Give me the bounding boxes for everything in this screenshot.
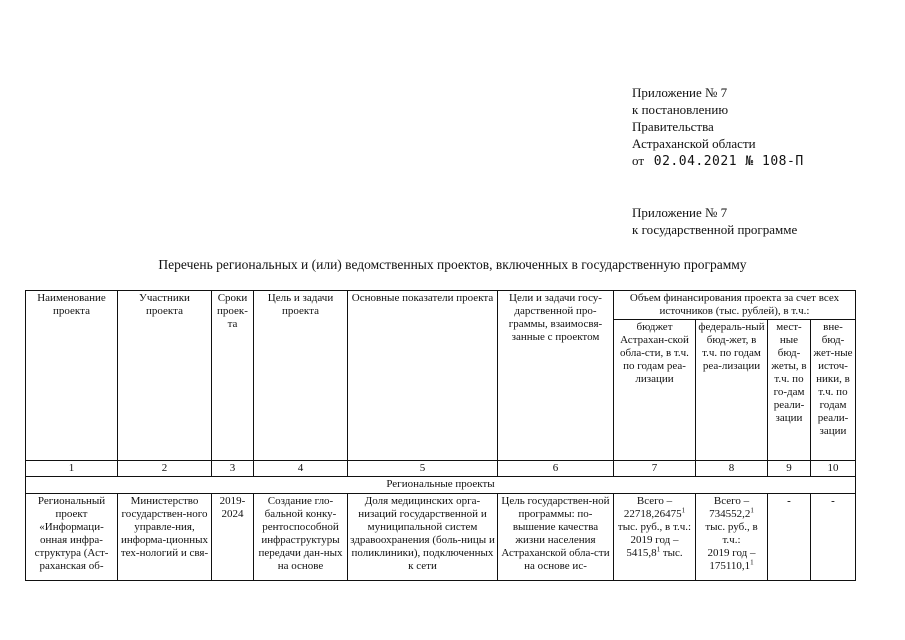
column-number: 5 xyxy=(348,461,498,477)
program-appendix-block xyxy=(632,204,797,238)
cell-budget-extra: - xyxy=(811,494,856,581)
regional-year-unit: тыс. xyxy=(662,547,683,559)
cell-budget-regional xyxy=(614,494,696,581)
header-program-goals: Цели и задачи госу-дарственной про-граммы, взаимосвя-занные с проектом xyxy=(498,291,614,461)
column-number: 10 xyxy=(811,461,856,477)
program-appendix-line2: к государственной программе xyxy=(632,222,798,237)
federal-year-label: 2019 год – xyxy=(707,547,756,559)
decree-appendix-line2: к постановлению xyxy=(632,102,729,117)
column-number: 4 xyxy=(254,461,348,477)
cell-program-goals: Цель государствен-ной программы: по-вышение качества жизни населения Астраханской обла-сти на основе ис- xyxy=(498,494,614,581)
regional-total-value: 22718,26475 xyxy=(623,508,682,520)
regional-total-label: Всего – xyxy=(636,495,673,507)
header-budget-regional: бюджет Астрахан-ской обла-сти, в т.ч. по годам реа-лизации xyxy=(614,320,696,461)
header-budget-local: мест-ные бюд-жеты, в т.ч. по го-дам реали-зации xyxy=(768,320,811,461)
table-row xyxy=(26,494,856,581)
cell-budget-federal xyxy=(696,494,768,581)
decree-date-number: 02.04.2021 № 108-П xyxy=(653,154,804,169)
header-participants: Участники проекта xyxy=(118,291,212,461)
cell-goal: Создание гло-бальной конку-рентоспособной инфраструктуры передачи дан-ных на основе xyxy=(254,494,348,581)
decree-appendix-line1: Приложение № 7 xyxy=(632,85,728,100)
decree-date-row xyxy=(632,152,804,170)
cell-indicators: Доля медицинских орга-низаций государственной и муниципальной систем здравоохранения (боль-ницы и поликлиники), подключенных к сети xyxy=(348,494,498,581)
cell-project-name: Региональный проект «Информаци-онная инфра-структура (Аст-раханская об- xyxy=(26,494,118,581)
cell-participants: Министерство государствен-ного управле-ния, информа-ционных тех-нологий и свя- xyxy=(118,494,212,581)
decree-appendix-line3: Правительства xyxy=(632,119,714,134)
decree-date-prefix: от xyxy=(632,153,645,168)
section-title: Региональные проекты xyxy=(26,477,856,494)
column-number-row xyxy=(26,461,856,477)
document-title: Перечень региональных и (или) ведомственных проектов, включенных в государственную программу xyxy=(158,257,747,272)
header-indicators: Основные показатели проекта xyxy=(348,291,498,461)
column-number: 7 xyxy=(614,461,696,477)
federal-total-label: Всего – xyxy=(713,495,750,507)
federal-year-value: 175110,1 xyxy=(709,560,751,572)
header-goal: Цель и задачи проекта xyxy=(254,291,348,461)
column-number: 9 xyxy=(768,461,811,477)
footnote-mark: 1 xyxy=(750,558,754,567)
cell-budget-local: - xyxy=(768,494,811,581)
footnote-mark: 1 xyxy=(750,506,754,515)
header-budget-federal: федераль-ный бюд-жет, в т.ч. по годам реа-лизации xyxy=(696,320,768,461)
header-funding: Объем финансирования проекта за счет всех источников (тыс. рублей), в т.ч.: xyxy=(614,291,856,320)
decree-appendix-block xyxy=(632,84,804,170)
column-number: 3 xyxy=(212,461,254,477)
column-number: 8 xyxy=(696,461,768,477)
federal-total xyxy=(698,508,765,521)
regional-unit: тыс. руб., в т.ч.: xyxy=(617,521,692,533)
federal-unit: тыс. руб., в т.ч.: xyxy=(705,521,758,546)
header-name: Наименование проекта xyxy=(26,291,118,461)
regional-year-label: 2019 год – xyxy=(630,534,679,546)
footnote-mark: 1 xyxy=(681,506,686,515)
projects-table xyxy=(25,290,856,581)
column-number: 1 xyxy=(26,461,118,477)
header-budget-extra: вне-бюд-жет-ные источ-ники, в т.ч. по годам реали-зации xyxy=(811,320,856,461)
header-terms: Сроки проек-та xyxy=(212,291,254,461)
column-number: 6 xyxy=(498,461,614,477)
table-header-row xyxy=(26,291,856,320)
regional-year xyxy=(616,547,693,560)
regional-year-value: 5415,8 xyxy=(626,547,657,559)
program-appendix-line1: Приложение № 7 xyxy=(632,205,728,220)
regional-total xyxy=(616,508,693,521)
footnote-mark: 1 xyxy=(656,545,661,554)
federal-year xyxy=(698,560,765,573)
column-number: 2 xyxy=(118,461,212,477)
decree-appendix-line4: Астраханской области xyxy=(632,136,756,151)
cell-terms: 2019-2024 xyxy=(212,494,254,581)
section-row xyxy=(26,477,856,494)
federal-total-value: 734552,2 xyxy=(709,508,751,520)
